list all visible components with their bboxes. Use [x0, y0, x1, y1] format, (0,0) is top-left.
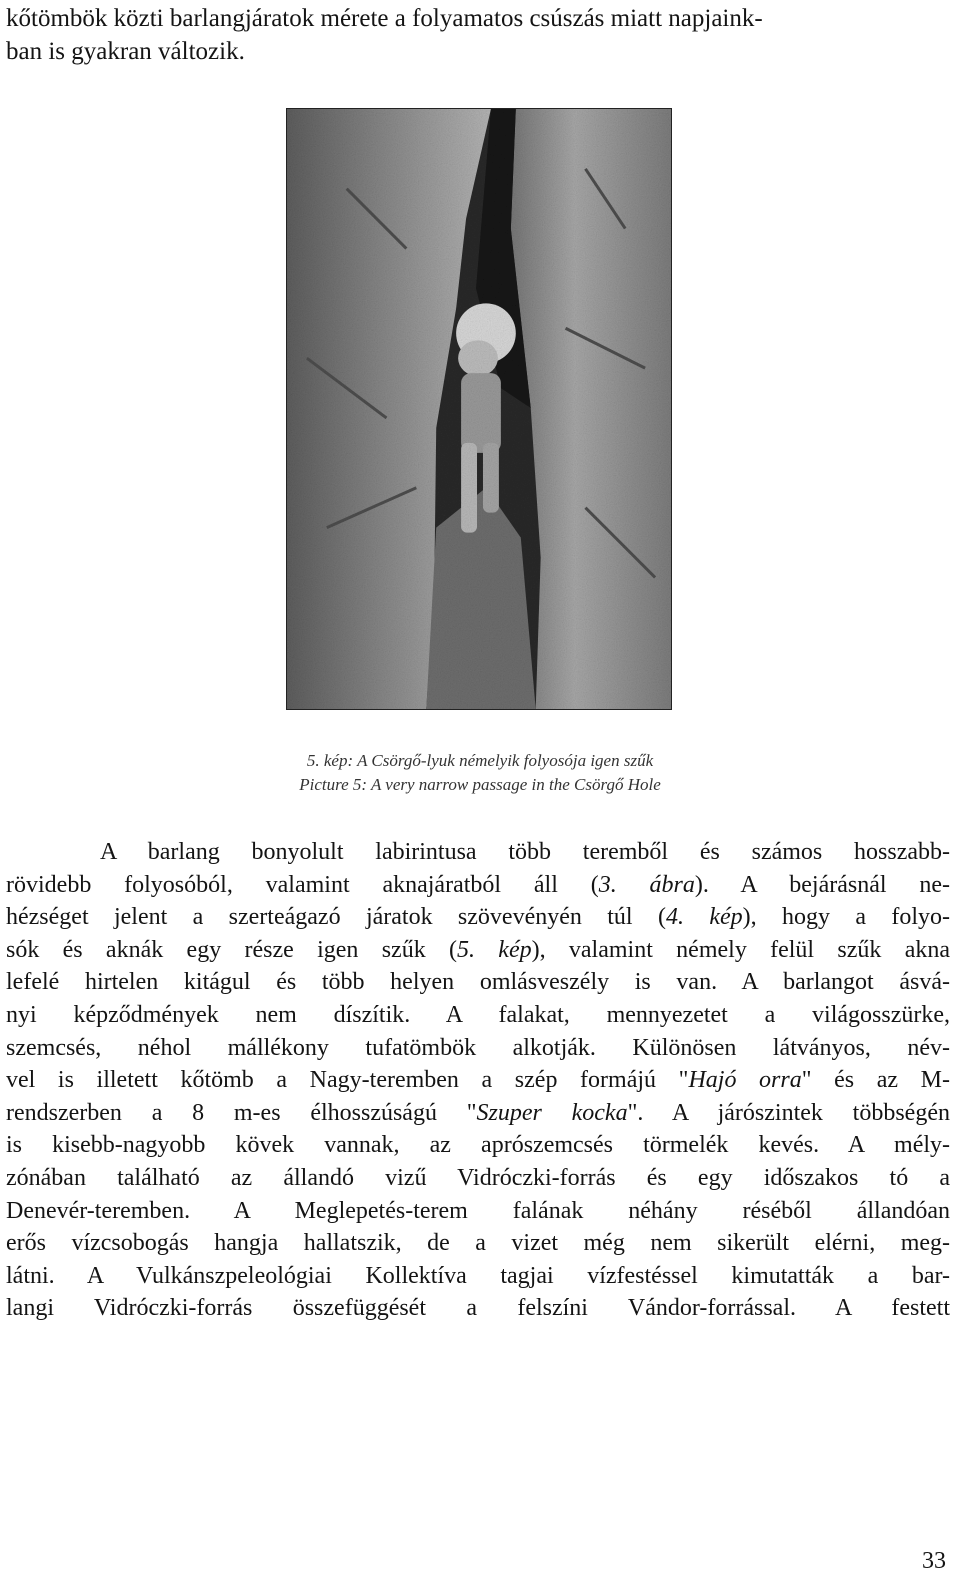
text-line: rövidebb folyosóból, valamint aknajáratból áll (3. ábra). A bejárásnál ne-	[6, 871, 951, 898]
text-line: szemcsés, néhol mállékony tufatömbök alkotják. Különösen látványos, név-	[6, 1034, 950, 1061]
rock-name: Hajó orra	[688, 1067, 802, 1094]
top-paragraph	[6, 2, 950, 68]
text-line: sók és aknák egy része igen szűk (5. kép), valamint némely felül szűk akna	[6, 936, 950, 963]
figure-caption-english: Picture 5: A very narrow passage in the Csörgő Hole	[299, 775, 661, 794]
top-paragraph-line: ban is gyakran változik.	[6, 38, 245, 65]
text-line: nyi képződmények nem díszítik. A falakat, mennyezetet a világosszürke,	[6, 1001, 950, 1028]
figure-reference: 5. kép	[457, 936, 532, 963]
figure-reference: 3. ábra	[598, 871, 695, 898]
text-line: Denevér-teremben. A Meglepetés-terem falának néhány réséből állandóan	[6, 1197, 950, 1224]
text-line: erős vízcsobogás hangja hallatszik, de a vizet még nem sikerült elérni, meg-	[6, 1230, 950, 1257]
rock-name: Szuper kocka	[476, 1099, 628, 1126]
text-line: rendszerben a 8 m-es élhosszúságú "Szuper kocka". A járószintek többségén	[6, 1099, 950, 1126]
text-line: látni. A Vulkánszpeleológiai Kollektíva tagjai vízfestéssel kimutatták a bar-	[6, 1262, 950, 1289]
figure-caption-hungarian: 5. kép: A Csörgő-lyuk némelyik folyosója igen szűk	[306, 751, 654, 770]
cave-passage-photo	[286, 108, 672, 710]
page-number: 33	[922, 1548, 946, 1574]
text-line: langi Vidróczki-forrás összefüggését a felszíni Vándor-forrással. A festett	[6, 1295, 950, 1322]
text-line: A barlang bonyolult labirintusa több teremből és számos hosszabb-	[100, 839, 950, 865]
top-paragraph-line: kőtömbök közti barlangjáratok mérete a folyamatos csúszás miatt napjaink-	[6, 5, 763, 32]
text-line: is kisebb-nagyobb kövek vannak, az aprószemcsés törmelék kevés. A mély-	[6, 1132, 950, 1159]
text-line: vel is illetett kőtömb a Nagy-teremben a szép formájú "Hajó orra" és az M-	[6, 1067, 950, 1094]
cave-photo-illustration	[287, 109, 671, 709]
text-line: lefelé hirtelen kitágul és több helyen omlásveszély is van. A barlangot ásvá-	[6, 969, 950, 996]
text-line: zónában található az állandó vizű Vidróczki-forrás és egy időszakos tó a	[6, 1164, 950, 1191]
text-line: hézséget jelent a szerteágazó járatok szövevényén túl (4. kép), hogy a folyo-	[6, 904, 951, 931]
figure-reference: 4. kép	[665, 904, 743, 931]
body-paragraph	[6, 836, 950, 1325]
